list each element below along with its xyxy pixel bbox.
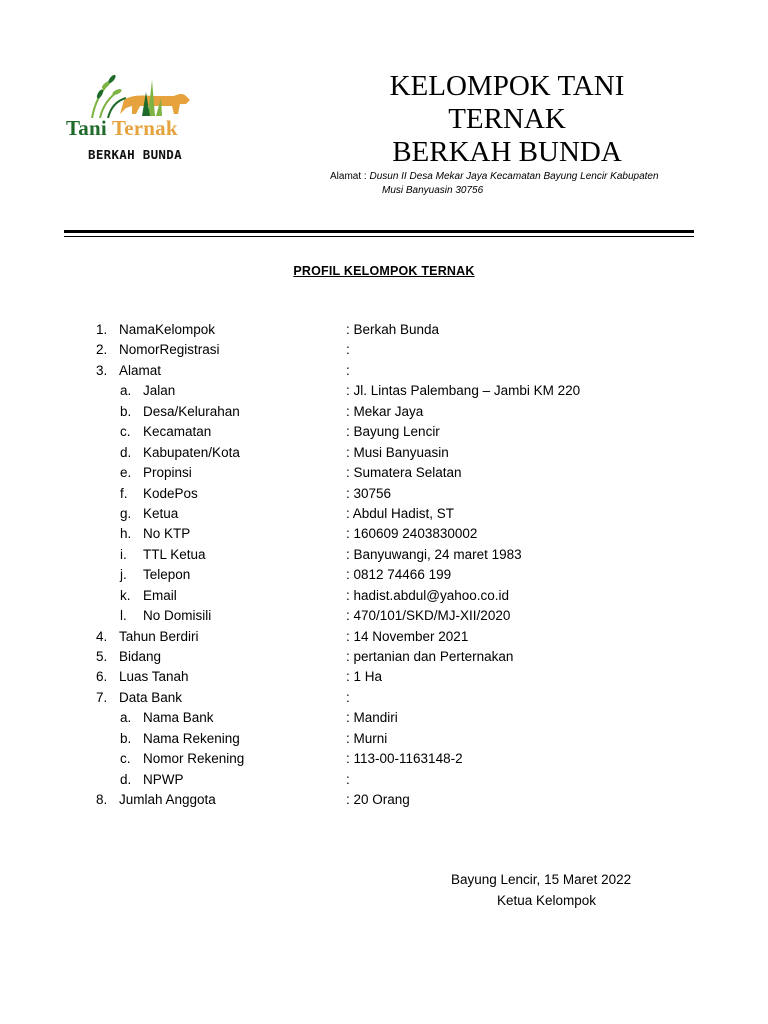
- item-value: : Abdul Hadist, ST: [346, 505, 455, 521]
- item-value: :: [346, 689, 350, 705]
- item-number: k.: [120, 587, 131, 603]
- item-number: h.: [120, 526, 132, 542]
- item-value: :: [346, 362, 350, 378]
- profile-row: [0, 749, 768, 769]
- item-value: : 160609 2403830002: [346, 526, 478, 542]
- profile-row: [0, 402, 768, 422]
- item-number: g.: [120, 505, 132, 521]
- item-label: NamaKelompok: [119, 322, 216, 337]
- place-date: Bayung Lencir, 15 Maret 2022: [451, 872, 632, 887]
- item-number: b.: [120, 403, 132, 419]
- item-number: c.: [120, 751, 131, 767]
- address-block: [330, 170, 710, 198]
- item-value: : Bayung Lencir: [346, 424, 440, 440]
- profile-list: [0, 320, 768, 811]
- profile-row: [0, 340, 768, 360]
- profile-row: [0, 586, 768, 606]
- profile-row: [0, 790, 768, 810]
- profile-row: [0, 667, 768, 687]
- item-number: b.: [120, 730, 132, 746]
- profile-row: [0, 545, 768, 565]
- logo-word-tani: Tani: [66, 116, 107, 140]
- profile-row: [0, 606, 768, 626]
- profile-row: [0, 422, 768, 442]
- profile-row: [0, 361, 768, 381]
- title-line-1: KELOMPOK TANI: [389, 70, 625, 102]
- profile-row: [0, 565, 768, 585]
- item-label: Luas Tanah: [119, 669, 189, 685]
- item-label: Jumlah Anggota: [119, 792, 216, 808]
- item-value: :: [346, 771, 350, 787]
- title-line-2: TERNAK: [448, 103, 566, 135]
- item-label: NomorRegistrasi: [119, 342, 220, 358]
- item-value: : hadist.abdul@yahoo.co.id: [346, 587, 510, 603]
- item-number: 2.: [96, 342, 108, 358]
- logo-word-ternak: Ternak: [111, 116, 178, 140]
- profile-row: [0, 627, 768, 647]
- item-number: 6.: [96, 669, 108, 685]
- logo-wordmark: [66, 116, 178, 141]
- profile-row: [0, 443, 768, 463]
- item-label: Email: [143, 587, 177, 603]
- item-value: : 0812 74466 199: [346, 567, 452, 583]
- profile-row: [0, 708, 768, 728]
- item-value: : Musi Banyuasin: [346, 444, 449, 460]
- item-number: 3.: [96, 362, 108, 378]
- item-label: Alamat: [119, 362, 162, 378]
- item-value: : Murni: [346, 730, 388, 746]
- item-number: 7.: [96, 689, 108, 705]
- item-label: Bidang: [119, 649, 162, 664]
- item-number: c.: [120, 424, 131, 440]
- item-label: No KTP: [143, 526, 191, 542]
- item-number: i.: [120, 546, 127, 562]
- item-value: :: [346, 342, 350, 358]
- item-number: j.: [120, 567, 127, 583]
- profile-row: [0, 381, 768, 401]
- item-value: : 30756: [346, 485, 392, 501]
- item-label: Propinsi: [143, 465, 192, 481]
- item-label: Jalan: [143, 383, 176, 399]
- item-label: Ketua: [143, 505, 179, 521]
- profile-row: [0, 320, 768, 340]
- header-divider-thin: [64, 236, 694, 237]
- profile-row: [0, 729, 768, 749]
- item-number: a.: [120, 383, 132, 399]
- profile-row: [0, 688, 768, 708]
- item-number: 4.: [96, 628, 108, 644]
- item-label: No Domisili: [143, 608, 212, 624]
- item-value: : Jl. Lintas Palembang – Jambi KM 220: [346, 383, 581, 399]
- profile-row: [0, 647, 768, 667]
- item-value: : 14 November 2021: [346, 628, 469, 644]
- profile-row: [0, 524, 768, 544]
- item-number: l.: [120, 608, 127, 624]
- item-number: 8.: [96, 792, 108, 808]
- item-value: : 470/101/SKD/MJ-XII/2020: [346, 608, 511, 624]
- item-label: KodePos: [143, 485, 198, 501]
- item-value: : 1 Ha: [346, 669, 383, 685]
- title-line-3: BERKAH BUNDA: [392, 136, 622, 168]
- signatory-role: Ketua Kelompok: [497, 893, 597, 908]
- item-number: f.: [120, 485, 128, 501]
- item-number: e.: [120, 465, 132, 481]
- profile-row: [0, 484, 768, 504]
- item-number: 1.: [96, 322, 108, 337]
- profile-row: [0, 770, 768, 790]
- address-line-1: Dusun II Desa Mekar Jaya Kecamatan Bayung Lencir Kabupaten: [369, 171, 659, 182]
- item-number: d.: [120, 444, 132, 460]
- item-label: Nomor Rekening: [143, 751, 245, 767]
- address-label: Alamat :: [330, 171, 367, 182]
- profile-row: [0, 463, 768, 483]
- logo: [62, 70, 212, 165]
- item-value: : Mandiri: [346, 710, 398, 726]
- item-number: d.: [120, 771, 132, 787]
- item-value: : pertanian dan Perternakan: [346, 649, 514, 664]
- address-line-2: Musi Banyuasin 30756: [382, 185, 484, 196]
- item-value: : Sumatera Selatan: [346, 465, 462, 481]
- item-label: NPWP: [143, 771, 184, 787]
- item-label: TTL Ketua: [143, 546, 206, 562]
- document-heading: PROFIL KELOMPOK TERNAK: [293, 264, 475, 278]
- item-label: Kabupaten/Kota: [143, 444, 240, 460]
- item-label: Tahun Berdiri: [119, 628, 199, 644]
- item-label: Data Bank: [119, 689, 183, 705]
- item-number: a.: [120, 710, 132, 726]
- item-value: : Berkah Bunda: [346, 322, 440, 337]
- logo-tagline: BERKAH BUNDA: [88, 147, 182, 162]
- organization-title: [348, 70, 666, 169]
- item-label: Desa/Kelurahan: [143, 403, 240, 419]
- item-value: : Mekar Jaya: [346, 403, 424, 419]
- item-value: : 113-00-1163148-2: [346, 751, 463, 767]
- item-label: Telepon: [143, 567, 191, 583]
- item-value: : Banyuwangi, 24 maret 1983: [346, 546, 522, 562]
- profile-row: [0, 504, 768, 524]
- header-divider-thick: [64, 230, 694, 233]
- item-value: : 20 Orang: [346, 792, 410, 808]
- item-number: 5.: [96, 649, 108, 664]
- item-label: Kecamatan: [143, 424, 212, 440]
- item-label: Nama Bank: [143, 710, 214, 726]
- item-label: Nama Rekening: [143, 730, 240, 746]
